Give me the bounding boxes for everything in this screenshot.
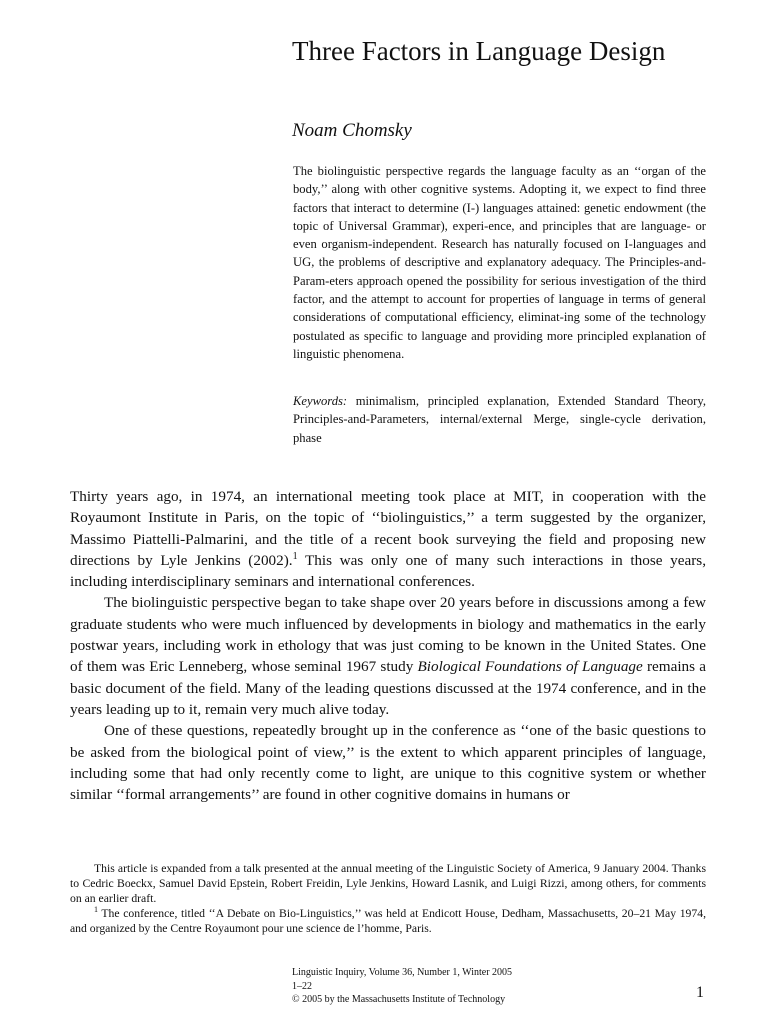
footnote-reference: 1 [292, 550, 298, 562]
body-paragraph-text: The biolinguistic perspective began to take shape over 20 years before in discussions among a few graduate students who were much influenced by developments in biology and mathematics in the early postwar years, including work in ethology that was just coming to be known in the United States. One of them was Eric Lenneberg, whose seminal 1967 study [70, 594, 706, 676]
footnote-1 [70, 906, 706, 936]
footnote-marker: 1 [94, 905, 98, 915]
keywords [293, 392, 706, 447]
page-number: 1 [696, 984, 704, 1001]
journal-citation: Linguistic Inquiry, Volume 36, Number 1, Winter 2005 [292, 967, 513, 978]
body-text [70, 486, 706, 805]
footnotes [70, 861, 706, 936]
body-paragraph: One of these questions, repeatedly brought up in the conference as ‘‘one of the basic questions to be asked from the biological point of view,’’ is the extent to which apparent principles of language, including some that had only recently come to light, are unique to this cognitive system or whether similar ‘‘formal arrangements’’ are found in other cognitive domains in humans or [70, 722, 706, 804]
book-title: Biological Foundations of Language [417, 658, 643, 676]
footnote-acknowledgment: This article is expanded from a talk presented at the annual meeting of the Linguistic Society of America, 9 January 2004. Thanks to Cedric Boeckx, Samuel David Epstein, Robert Freidin, Lyle Jenkins, Howard Lasnik, and Luigi Rizzi, among others, for comments on an earlier draft. [70, 862, 706, 905]
body-paragraph [70, 486, 706, 592]
keywords-list: minimalism, principled explanation, Extended Standard Theory, Principles-and-Parameters, internal/external Merge, single-cycle derivation, phase [293, 394, 706, 445]
footnote-text: The conference, titled ‘‘A Debate on Bio-Linguistics,’’ was held at Endicott House, Dedham, Massachusetts, 20–21 May 1974, and organized by the Centre Royaumont pour une science de l’homme, Paris. [70, 907, 706, 935]
keywords-label: Keywords: [293, 394, 348, 408]
body-paragraph-text: Thirty years ago, in 1974, an international meeting took place at MIT, in cooperation with the Royaumont Institute in Paris, on the topic of ‘‘biolinguistics,’’ a term suggested by the organizer, Massimo Piattelli-Palmarini, and the title of a recent book surveying the field and proposing new directions by Lyle Jenkins (2002). [70, 488, 706, 569]
article-title: Three Factors in Language Design [292, 36, 666, 66]
abstract: The biolinguistic perspective regards the language faculty as an ‘‘organ of the body,’’ along with other cognitive systems. Adopting it, we expect to find three factors that interact to determine (I-) languages attained: genetic endowment (the topic of Universal Grammar), experi-ence, and principles that are language- or even organism-independent. Research has naturally focused on I-languages and UG, the problems of descriptive and explanatory adequacy. The Principles-and-Param-eters approach opened the possibility for serious investigation of the third factor, and the attempt to account for properties of language in terms of general considerations of computational efficiency, eliminat-ing some of the technology postulated as specific to language and providing more principled explanation of linguistic phenomena. [293, 164, 706, 361]
body-paragraph-text: This was only one of many such interactions in those years, including interdisciplinary seminars and international conferences. [70, 551, 706, 591]
article-author: Noam Chomsky [292, 120, 412, 141]
journal-copyright: © 2005 by the Massachusetts Institute of Technology [292, 994, 506, 1005]
body-paragraph [70, 592, 706, 720]
journal-pages: 1–22 [292, 980, 312, 992]
body-paragraph-text: remains a basic document of the field. Many of the leading questions discussed at the 1974 conference, and in the years leading up to it, remain very much alive today. [70, 658, 706, 718]
journal-info [292, 966, 512, 1007]
